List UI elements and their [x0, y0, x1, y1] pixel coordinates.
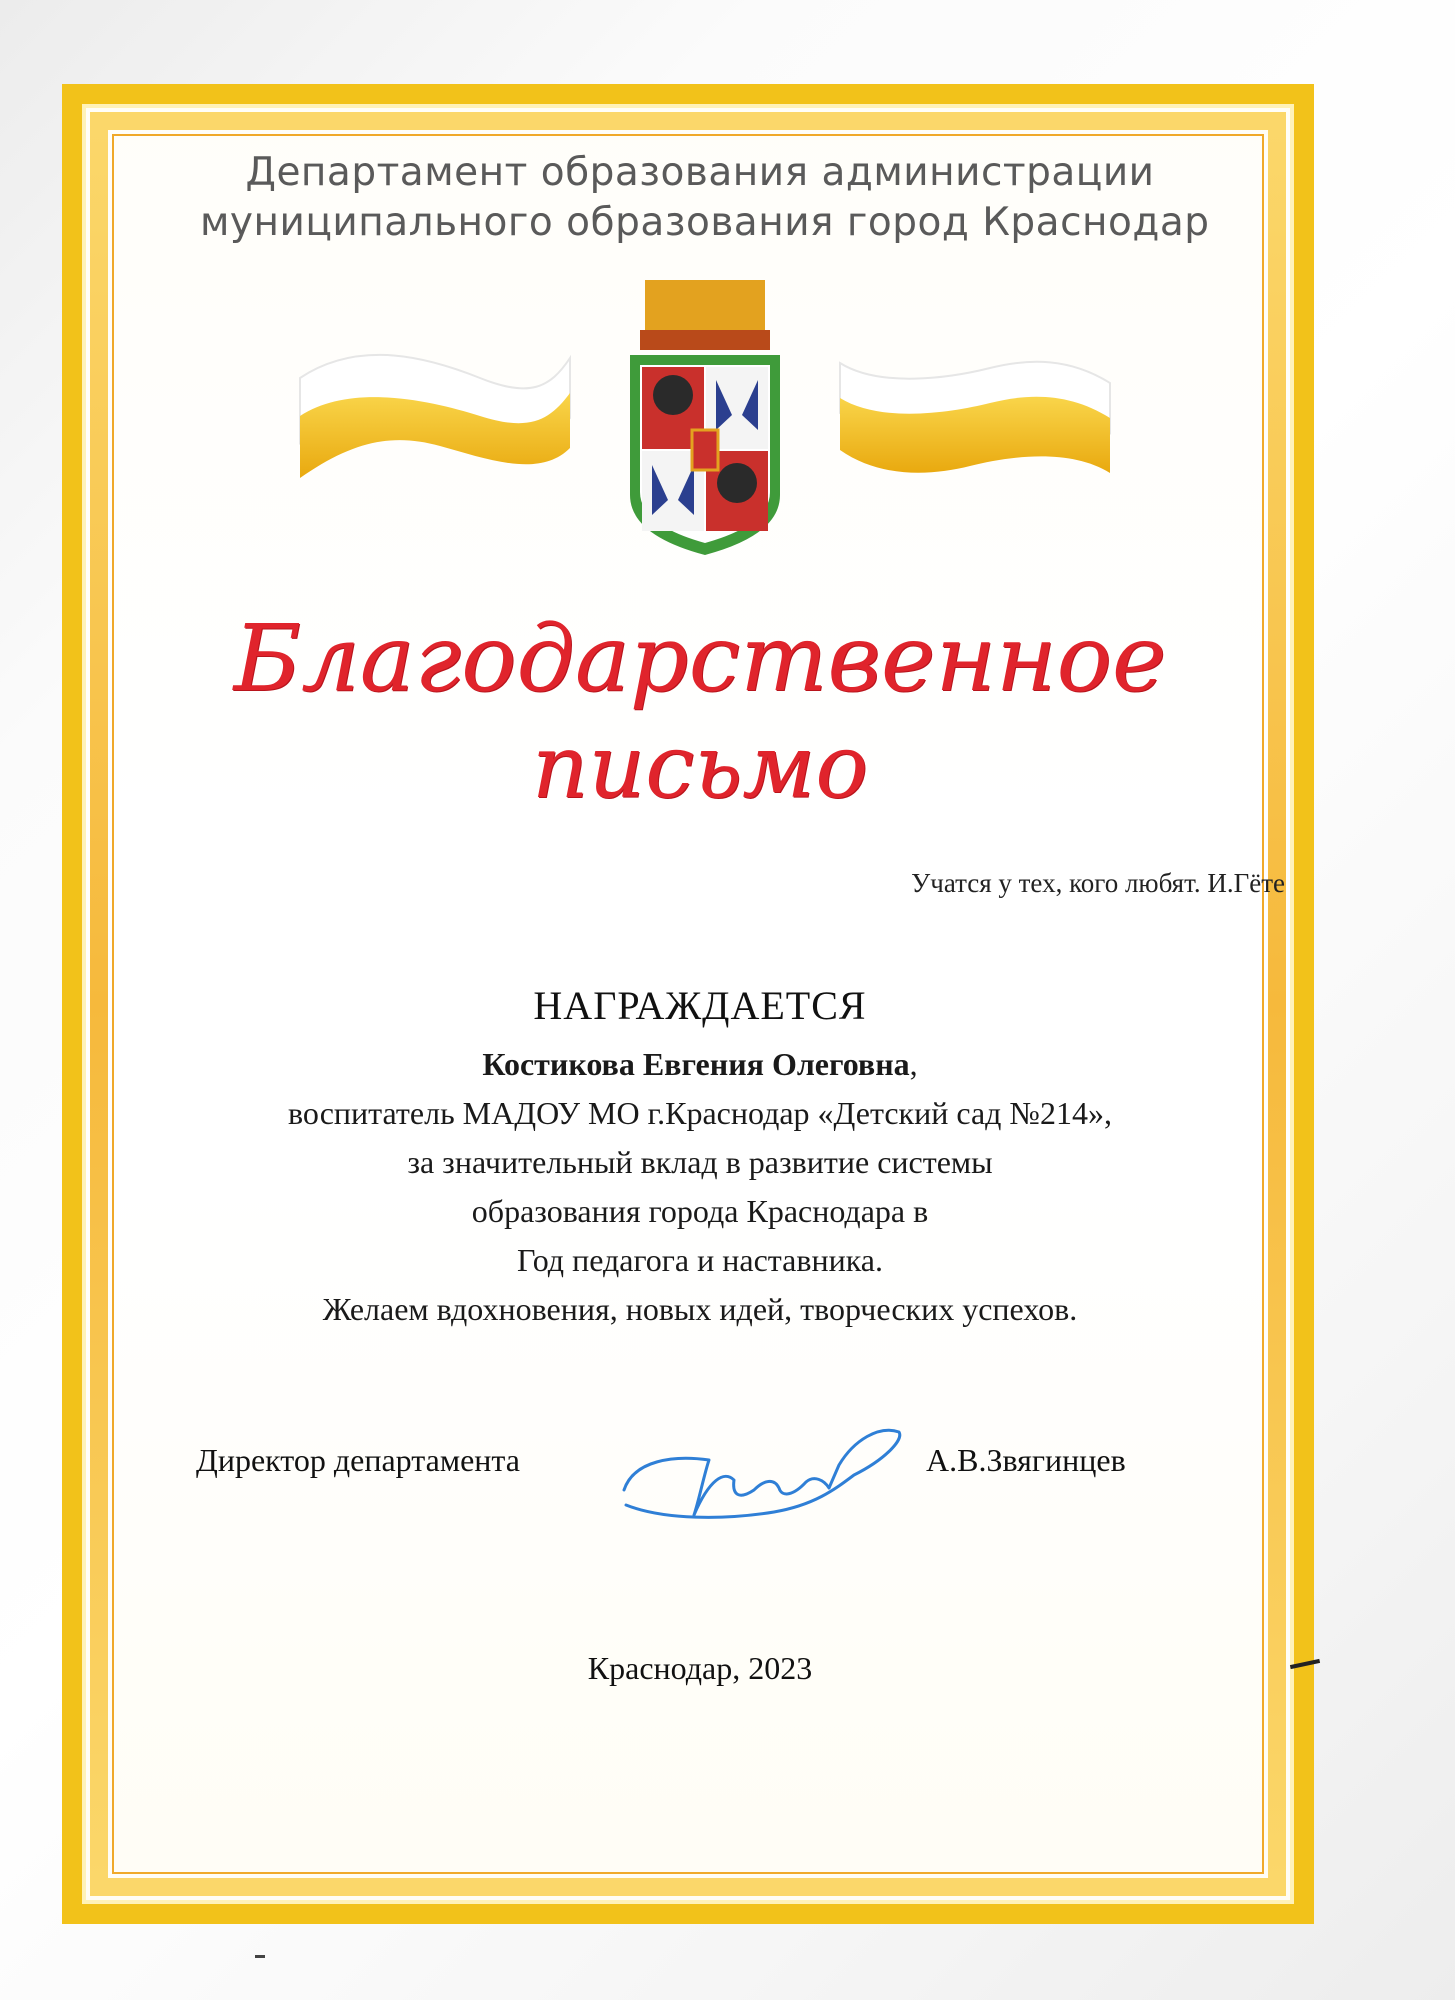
signatory-name: А.В.Звягинцев: [926, 1442, 1126, 1478]
place-and-year: Краснодар, 2023: [587, 1650, 813, 1686]
body-line-3: образования города Краснодара в: [471, 1193, 929, 1229]
body-line-2: за значительный вклад в развитие системы: [407, 1144, 993, 1180]
recipient-comma: ,: [909, 1046, 918, 1082]
kuban-flag-icon: [290, 338, 580, 488]
award-text: [160, 1040, 1240, 1334]
issuer-line-1: Департамент образования администрации: [245, 150, 1155, 195]
signatory-position: Директор департамента: [196, 1442, 520, 1478]
title-line-2: письмо: [531, 715, 869, 818]
document-title: [200, 605, 1200, 821]
body-line-4: Год педагога и наставника.: [517, 1242, 883, 1278]
scan-artifact: [255, 1955, 265, 1958]
title-line-1: Благодарственное: [233, 605, 1167, 712]
handwritten-signature: [614, 1420, 914, 1530]
epigraph: Учатся у тех, кого любят. И.Гёте: [911, 868, 1285, 898]
krasnodar-coat-of-arms-icon: [620, 280, 790, 560]
awarded-heading: НАГРАЖДАЕТСЯ: [533, 983, 867, 1028]
issuer-line-2: муниципального образования город Краснодар: [200, 200, 1210, 245]
body-line-5: Желаем вдохновения, новых идей, творческих успехов.: [322, 1291, 1078, 1327]
recipient-name: Костикова Евгения Олеговна: [482, 1046, 910, 1082]
recipient-line: [160, 1040, 1240, 1089]
emblem-area: [290, 280, 1110, 560]
signature-row: [196, 1420, 1196, 1540]
body-line-1: воспитатель МАДОУ МО г.Краснодар «Детский сад №214»,: [288, 1095, 1112, 1131]
issuer-header: [200, 148, 1210, 248]
kuban-flag-icon: [830, 338, 1120, 488]
